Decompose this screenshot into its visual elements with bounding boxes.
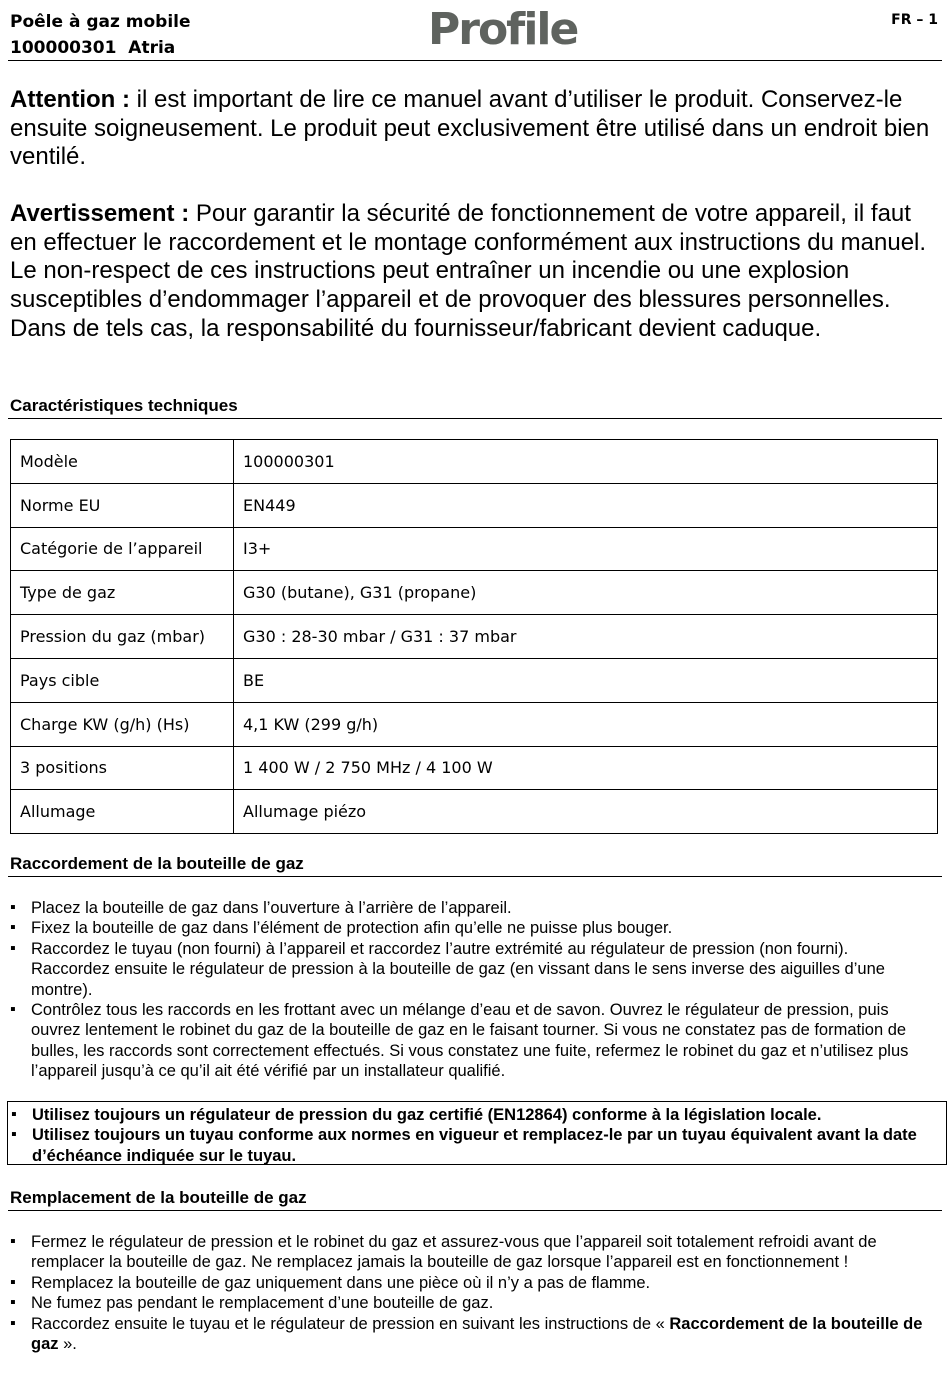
spec-value: EN449 bbox=[234, 483, 938, 527]
spec-label: 3 positions bbox=[11, 746, 234, 790]
connection-steps-list bbox=[10, 898, 930, 1082]
list-item-text: Raccordez ensuite le tuyau et le régulateur de pression en suivant les instructions de « bbox=[31, 1314, 670, 1333]
attention-text: il est important de lire ce manuel avant d’utiliser le produit. Conservez-le ensuite soigneusement. Le produit peut exclusivement être utilisé dans un endroit bien ventilé. bbox=[10, 86, 930, 171]
table-row bbox=[11, 615, 938, 659]
list-item: ▪ Fermez le régulateur de pression et le robinet du gaz et assurez-vous que l’appareil soit totalement refroidi avant de remplacer la bouteille de gaz. Ne remplacez jamais la bouteille de gaz lorsque l’appareil est en fonctionnement ! bbox=[10, 1232, 930, 1273]
list-item: ▪ Contrôlez tous les raccords en les frottant avec un mélange d’eau et de savon. Ouvrez le régulateur de pression, puis ouvrez lentement le robinet du gaz de la bouteille de gaz en le faisant tourner. Si vous ne constatez pas de formation de bulles, les raccords sont correctement effectués. Si vous constatez une fuite, refermez le robinet du gaz et n’utilisez plus l’appareil jusqu’à ce qu’il ait été vérifié par un installateur qualifié. bbox=[10, 1000, 930, 1082]
connection-section-title: Raccordement de la bouteille de gaz bbox=[10, 854, 304, 873]
safety-warning-box bbox=[7, 1101, 947, 1165]
table-row bbox=[11, 746, 938, 790]
table-row bbox=[11, 440, 938, 484]
spec-value: 4,1 KW (299 g/h) bbox=[234, 702, 938, 746]
list-item: ▪ Ne fumez pas pendant le remplacement d’une bouteille de gaz. bbox=[10, 1293, 930, 1313]
table-row bbox=[11, 702, 938, 746]
product-reference: 100000301 Atria bbox=[10, 38, 176, 58]
spec-label: Charge KW (g/h) (Hs) bbox=[11, 702, 234, 746]
list-item: ▪ Placez la bouteille de gaz dans l’ouverture à l’arrière de l’appareil. bbox=[10, 898, 930, 918]
attention-label: Attention : bbox=[10, 86, 130, 113]
spec-label: Type de gaz bbox=[11, 571, 234, 615]
list-item bbox=[10, 1314, 930, 1355]
replacement-section-title: Remplacement de la bouteille de gaz bbox=[10, 1188, 307, 1207]
spec-label: Norme EU bbox=[11, 483, 234, 527]
list-item: ▪ Remplacez la bouteille de gaz uniquement dans une pièce où il n’y a pas de flamme. bbox=[10, 1273, 930, 1293]
page-header bbox=[0, 0, 950, 62]
spec-value: 1 400 W / 2 750 MHz / 4 100 W bbox=[234, 746, 938, 790]
spec-value: Allumage piézo bbox=[234, 790, 938, 834]
table-row bbox=[11, 527, 938, 571]
specs-section-title: Caractéristiques techniques bbox=[10, 396, 238, 415]
list-item: ▪ Fixez la bouteille de gaz dans l’élément de protection afin qu’elle ne puisse plus bouger. bbox=[10, 918, 930, 938]
brand-logo: Profile bbox=[428, 4, 578, 55]
spec-value: 100000301 bbox=[234, 440, 938, 484]
safety-warning-list bbox=[11, 1105, 931, 1166]
replacement-section-divider bbox=[8, 1210, 942, 1211]
spec-value: I3+ bbox=[234, 527, 938, 571]
spec-value: G30 : 28-30 mbar / G31 : 37 mbar bbox=[234, 615, 938, 659]
table-row bbox=[11, 790, 938, 834]
spec-label: Pays cible bbox=[11, 658, 234, 702]
connection-section-divider bbox=[8, 876, 942, 877]
product-name: Poêle à gaz mobile bbox=[10, 12, 191, 32]
spec-value: G30 (butane), G31 (propane) bbox=[234, 571, 938, 615]
list-item: ▪ Raccordez le tuyau (non fourni) à l’appareil et raccordez l’autre extrémité au régulateur de pression (non fourni). Raccordez ensuite le régulateur de pression à la bouteille de gaz (en vissant dans le sens inverse des aiguilles d’une montre). bbox=[10, 939, 930, 1000]
warning-paragraph bbox=[10, 200, 940, 344]
spec-label: Pression du gaz (mbar) bbox=[11, 615, 234, 659]
list-item-text: ». bbox=[58, 1335, 77, 1354]
document-title bbox=[10, 9, 191, 61]
specs-section-divider bbox=[8, 418, 942, 419]
replacement-steps-list bbox=[10, 1232, 930, 1354]
warning-label: Avertissement : bbox=[10, 200, 190, 227]
list-item: ▪ Utilisez toujours un tuyau conforme aux normes en vigueur et remplacez-le par un tuyau équivalent avant la date d’échéance indiquée sur le tuyau. bbox=[11, 1125, 931, 1166]
specs-table bbox=[10, 439, 938, 834]
table-row bbox=[11, 658, 938, 702]
section-reference: Raccordement de la bouteille de gaz bbox=[31, 1314, 923, 1354]
spec-label: Modèle bbox=[11, 440, 234, 484]
page-number: FR – 1 bbox=[891, 12, 938, 28]
table-row bbox=[11, 571, 938, 615]
spec-label: Catégorie de l’appareil bbox=[11, 527, 234, 571]
attention-paragraph bbox=[10, 86, 940, 172]
list-item: ▪ Utilisez toujours un régulateur de pression du gaz certifié (EN12864) conforme à la législation locale. bbox=[11, 1105, 931, 1125]
spec-value: BE bbox=[234, 658, 938, 702]
warning-text: Pour garantir la sécurité de fonctionnement de votre appareil, il faut en effectuer le raccordement et le montage conformément aux instructions du manuel. Le non-respect de ces instructions peut entraîner un incendie ou une explosion susceptibles d’endommager l’appareil et de provoquer des blessures personnelles. Dans de tels cas, la responsabilité du fournisseur/fabricant devient caduque. bbox=[10, 200, 927, 342]
header-divider bbox=[8, 60, 942, 61]
table-row bbox=[11, 483, 938, 527]
spec-label: Allumage bbox=[11, 790, 234, 834]
